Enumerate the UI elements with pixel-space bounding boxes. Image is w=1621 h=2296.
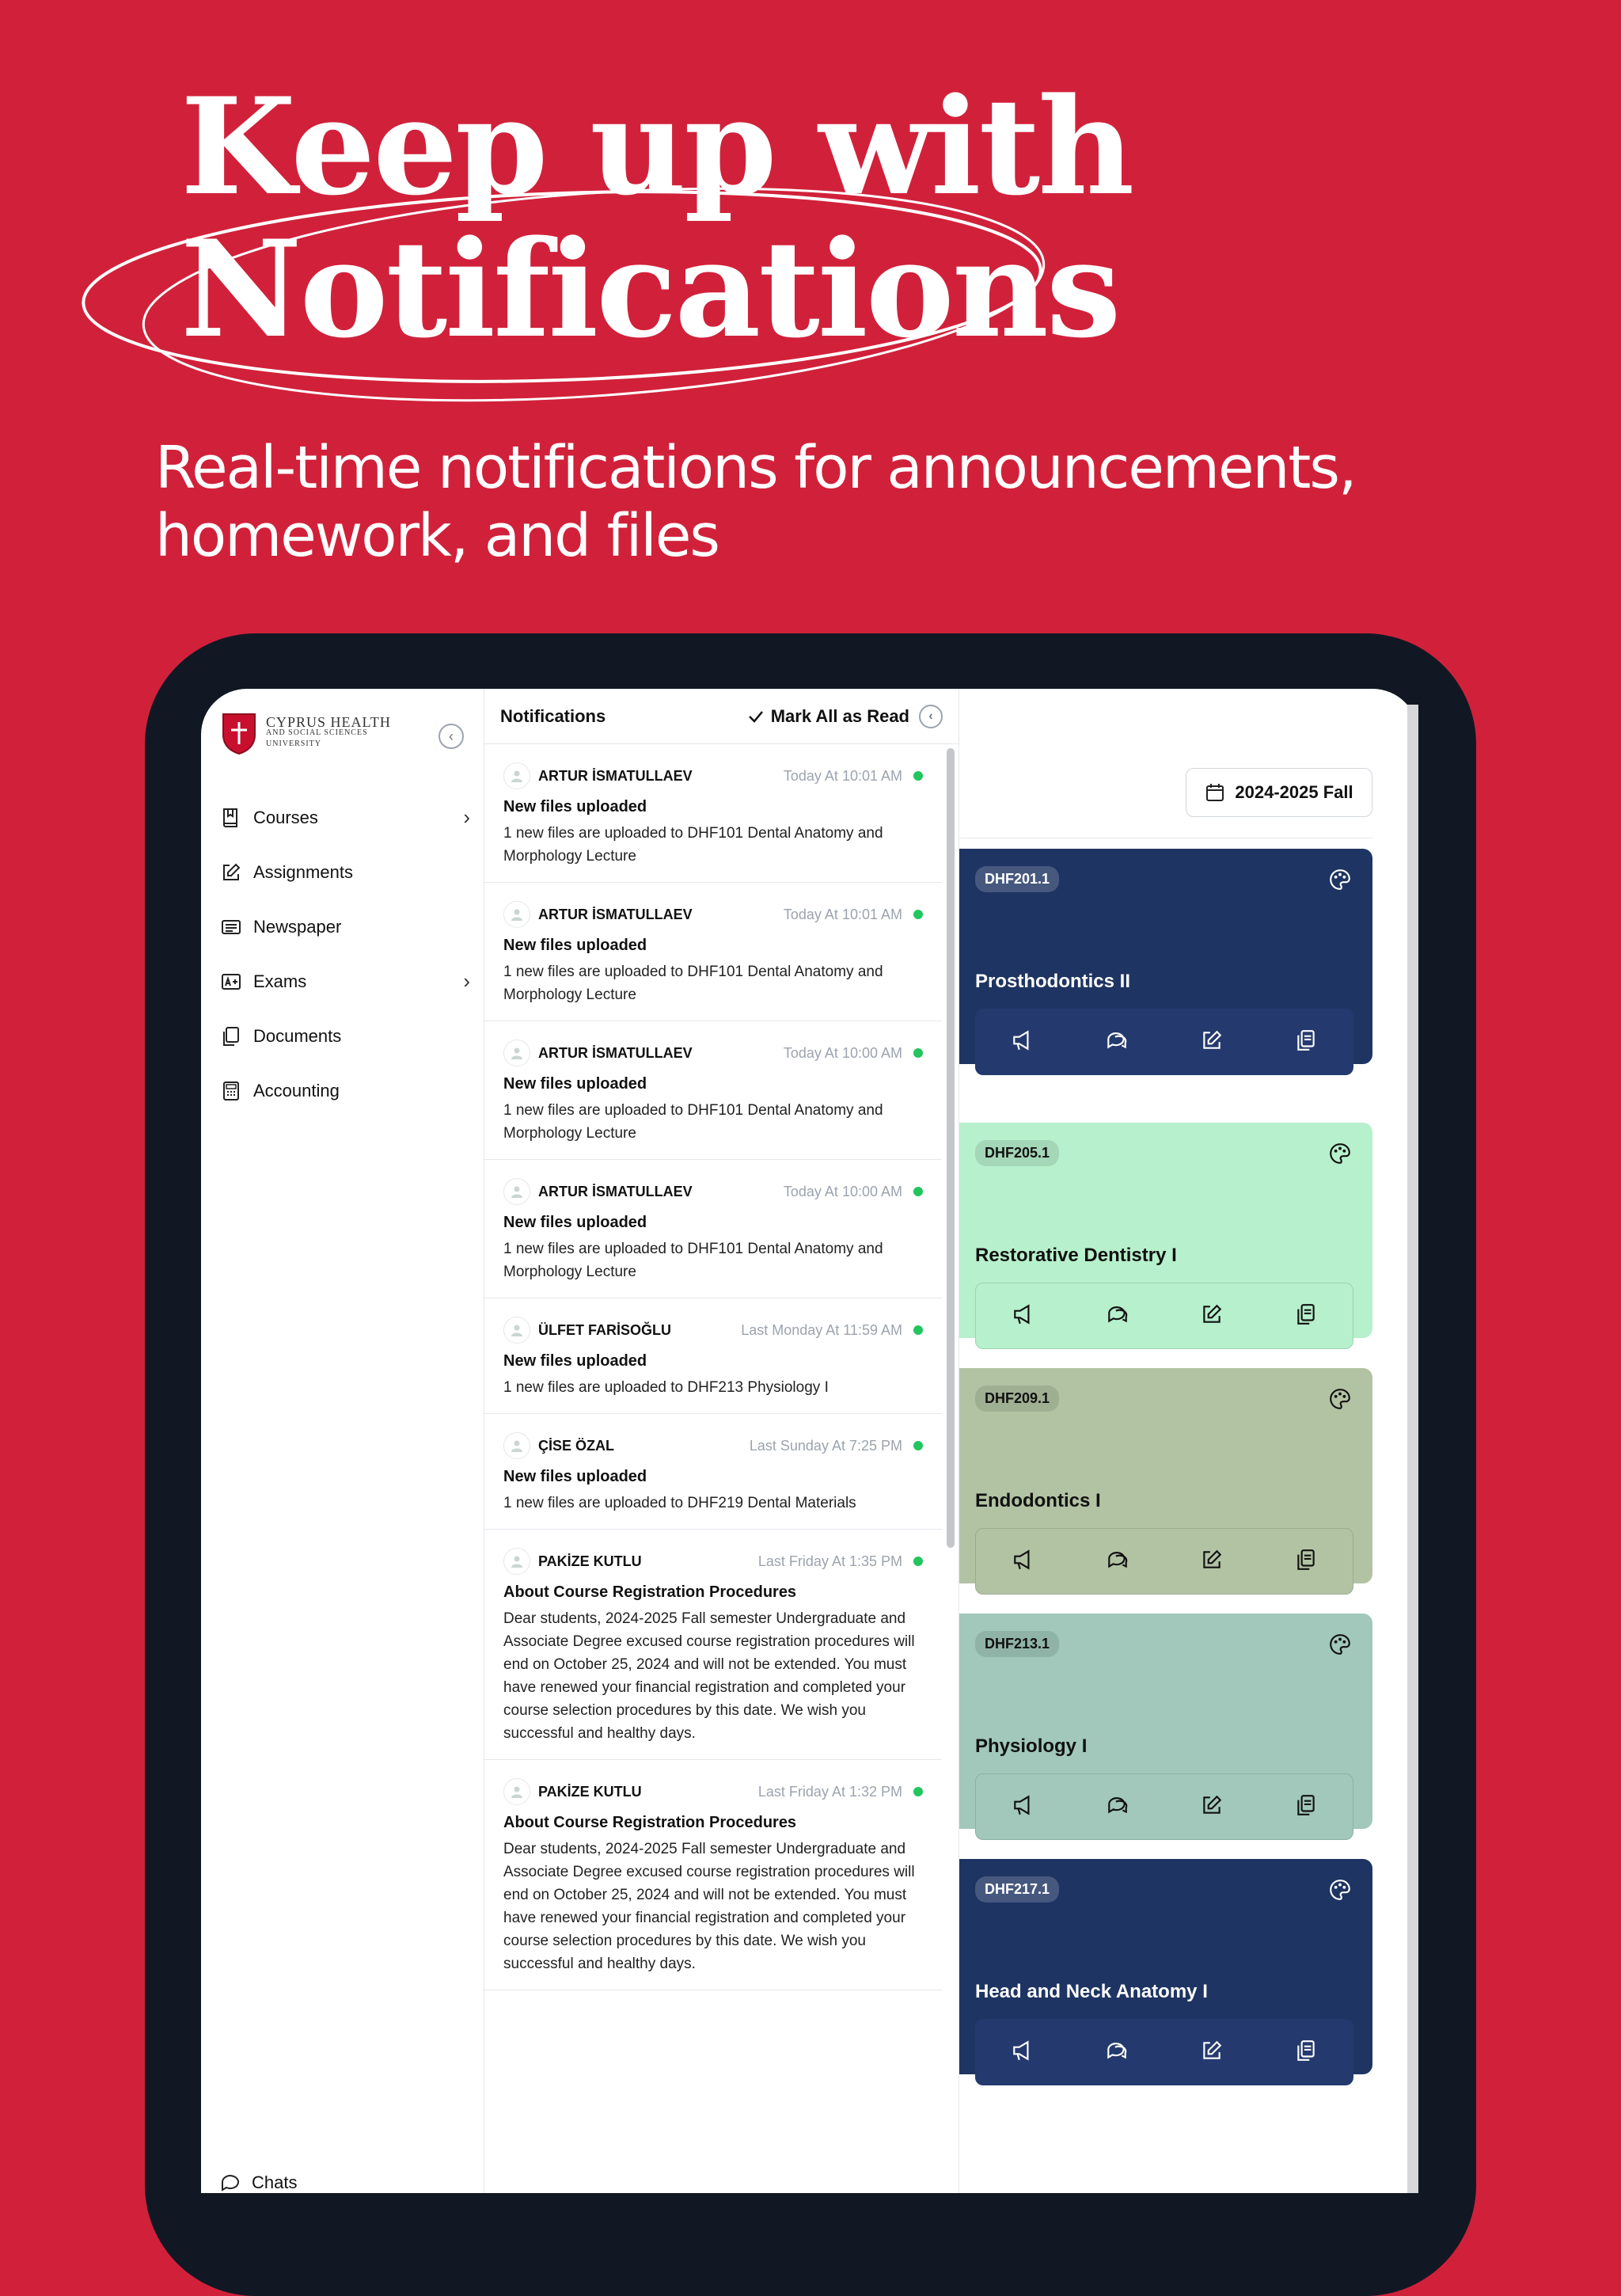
- user-avatar-icon: [503, 1778, 530, 1805]
- page-scrollbar[interactable]: [1407, 705, 1418, 2193]
- course-code-badge: DHF213.1: [975, 1631, 1059, 1657]
- notification-title: About Course Registration Procedures: [503, 1583, 797, 1601]
- notifications-list[interactable]: [484, 744, 942, 1990]
- notification-title: About Course Registration Procedures: [503, 1814, 797, 1831]
- course-code-badge: DHF201.1: [975, 866, 1059, 892]
- logo-name: CYPRUS HEALTH: [266, 714, 391, 730]
- documents-icon: [220, 1025, 242, 1047]
- user-avatar-icon: [503, 901, 530, 928]
- book-icon: [220, 807, 242, 829]
- notification-title: New files uploaded: [503, 1468, 647, 1485]
- notification-title: New files uploaded: [503, 937, 647, 954]
- notification-item[interactable]: [484, 1530, 942, 1760]
- notification-body: Dear students, 2024-2025 Fall semester Undergraduate and Associate Degree excused course registration procedures will end on October 25, 2024 and will not be extended. You must have renewed your financial registration and completed your course selection procedures by this date. We wish you successful and healthy days.: [503, 1841, 915, 1972]
- sidebar-item-newspaper[interactable]: [220, 899, 470, 954]
- palette-icon[interactable]: [1328, 1633, 1352, 1660]
- collapse-sidebar-button[interactable]: [438, 724, 464, 749]
- documents-button[interactable]: [1294, 2039, 1318, 2066]
- notification-time: Last Sunday At 7:25 PM: [749, 1437, 902, 1454]
- term-selector[interactable]: [1186, 768, 1372, 817]
- logo-sub1: AND SOCIAL SCIENCES: [266, 728, 368, 737]
- sidebar-item-exams[interactable]: [220, 954, 470, 1009]
- mark-all-read-label: Mark All as Read: [770, 705, 909, 726]
- chats-button[interactable]: [220, 2172, 297, 2193]
- notification-body: 1 new files are uploaded to DHF219 Dental Materials: [503, 1495, 856, 1511]
- edit-icon: [1200, 1793, 1224, 1817]
- assignments-button[interactable]: [1200, 1793, 1224, 1821]
- course-name: Head and Neck Anatomy I: [975, 1981, 1208, 2002]
- notification-time: Today At 10:01 AM: [783, 767, 902, 784]
- megaphone-icon: [1012, 1548, 1035, 1572]
- notification-sender: PAKİZE KUTLU: [538, 1553, 642, 1569]
- documents-icon: [1294, 1793, 1318, 1817]
- notification-body: 1 new files are uploaded to DHF101 Dental Anatomy and Morphology Lecture: [503, 825, 883, 865]
- courses-area: [959, 689, 1418, 2193]
- shield-logo-icon: [220, 711, 258, 755]
- term-label: 2024-2025 Fall: [1235, 782, 1353, 802]
- course-card[interactable]: [959, 1123, 1372, 1338]
- megaphone-icon: [1011, 1028, 1034, 1052]
- chat-icon: [1106, 1302, 1129, 1326]
- edit-icon: [1200, 2039, 1224, 2062]
- notification-sender: ARTUR İSMATULLAEV: [538, 767, 693, 784]
- check-icon: [747, 708, 765, 725]
- course-card[interactable]: [959, 1859, 1372, 2074]
- notification-title: New files uploaded: [503, 1352, 647, 1370]
- course-actions: [975, 1009, 1353, 1075]
- palette-icon[interactable]: [1328, 868, 1352, 895]
- unread-dot: [913, 771, 923, 781]
- chat-icon: [1105, 1028, 1129, 1052]
- course-name: Restorative Dentistry I: [975, 1245, 1177, 1266]
- announcements-button[interactable]: [1011, 1028, 1034, 1056]
- notification-time: Last Monday At 11:59 AM: [741, 1321, 902, 1338]
- calendar-icon: [1205, 782, 1225, 803]
- edit-icon: [1200, 1548, 1224, 1572]
- announcements-button[interactable]: [1012, 1302, 1035, 1330]
- chat-icon: [1106, 1793, 1129, 1817]
- notification-sender: ARTUR İSMATULLAEV: [538, 1183, 693, 1199]
- notification-item[interactable]: [484, 744, 942, 883]
- notification-item[interactable]: [484, 1160, 942, 1298]
- sidebar-item-accounting[interactable]: [220, 1063, 470, 1118]
- logo-sub2: UNIVERSITY: [266, 739, 321, 748]
- assignments-button[interactable]: [1200, 1302, 1224, 1330]
- sidebar-item-label: Courses: [253, 807, 318, 827]
- notification-item[interactable]: [484, 1298, 942, 1414]
- university-logo: [220, 711, 391, 755]
- documents-button[interactable]: [1294, 1302, 1318, 1330]
- assignments-button[interactable]: [1200, 1028, 1224, 1056]
- user-avatar-icon: [503, 1548, 530, 1575]
- announcements-button[interactable]: [1012, 1548, 1035, 1576]
- chat-icon: [1105, 2039, 1129, 2062]
- notification-item[interactable]: [484, 1414, 942, 1530]
- documents-icon: [1294, 1028, 1318, 1052]
- edit-icon: [1200, 1302, 1224, 1326]
- notification-body: 1 new files are uploaded to DHF101 Dental Anatomy and Morphology Lecture: [503, 1102, 883, 1142]
- course-actions: [975, 1283, 1353, 1349]
- documents-button[interactable]: [1294, 1028, 1318, 1056]
- newspaper-icon: [220, 916, 242, 938]
- discussions-button[interactable]: [1105, 1028, 1129, 1056]
- course-actions: [975, 1528, 1353, 1595]
- assignments-button[interactable]: [1200, 1548, 1224, 1576]
- sidebar-nav: [220, 790, 470, 1118]
- unread-dot: [913, 1557, 923, 1566]
- notification-body: 1 new files are uploaded to DHF213 Physiology I: [503, 1379, 829, 1396]
- user-avatar-icon: [503, 1432, 530, 1459]
- course-code-badge: DHF205.1: [975, 1140, 1059, 1166]
- documents-button[interactable]: [1294, 1548, 1318, 1576]
- palette-icon[interactable]: [1328, 1142, 1352, 1169]
- unread-dot: [913, 1325, 923, 1335]
- documents-icon: [1294, 1302, 1318, 1326]
- notification-time: Today At 10:01 AM: [783, 906, 902, 922]
- notification-title: New files uploaded: [503, 1075, 647, 1093]
- unread-dot: [913, 1787, 923, 1796]
- sidebar-item-courses[interactable]: [220, 790, 470, 845]
- notification-title: New files uploaded: [503, 1214, 647, 1231]
- course-name: Endodontics I: [975, 1490, 1101, 1511]
- edit-icon: [1200, 1028, 1224, 1052]
- documents-icon: [1294, 2039, 1318, 2062]
- sidebar-item-label: Accounting: [253, 1080, 340, 1100]
- notifications-title: Notifications: [500, 705, 606, 726]
- hero-title-line1: Keep up with: [180, 68, 1133, 225]
- notification-body: Dear students, 2024-2025 Fall semester Undergraduate and Associate Degree excused course registration procedures will end on October 25, 2024 and will not be extended. You must have renewed your financial registration and completed your course selection procedures by this date. We wish you successful and healthy days.: [503, 1610, 915, 1742]
- notification-item[interactable]: [484, 1021, 942, 1160]
- course-actions: [975, 1773, 1353, 1840]
- notifications-panel: [484, 689, 959, 2193]
- notification-time: Last Friday At 1:32 PM: [757, 1783, 902, 1800]
- palette-icon[interactable]: [1328, 1387, 1352, 1415]
- notification-item[interactable]: [484, 1760, 942, 1990]
- announcements-button[interactable]: [1012, 1793, 1035, 1821]
- edit-icon: [220, 861, 242, 884]
- assignments-button[interactable]: [1200, 2039, 1224, 2066]
- notifications-scrollbar[interactable]: [947, 748, 955, 1548]
- user-avatar-icon: [503, 762, 530, 789]
- notification-sender: ARTUR İSMATULLAEV: [538, 906, 693, 922]
- documents-button[interactable]: [1294, 1793, 1318, 1821]
- course-name: Prosthodontics II: [975, 971, 1131, 992]
- calculator-icon: [220, 1080, 242, 1102]
- chat-icon: [1106, 1548, 1129, 1572]
- notification-sender: ÇİSE ÖZAL: [538, 1437, 615, 1454]
- course-code-badge: DHF209.1: [975, 1386, 1059, 1412]
- discussions-button[interactable]: [1106, 1793, 1129, 1821]
- hero-subtitle: Real-time notifications for announcements, homework, and files: [155, 434, 1356, 570]
- notification-time: Last Friday At 1:35 PM: [757, 1553, 902, 1569]
- mark-all-read-button[interactable]: [747, 706, 909, 727]
- course-card[interactable]: [959, 849, 1372, 1064]
- palette-icon[interactable]: [1328, 1878, 1352, 1906]
- chat-icon: [220, 2172, 244, 2193]
- course-code-badge: DHF217.1: [975, 1876, 1059, 1903]
- notification-sender: ÜLFET FARİSOĞLU: [538, 1321, 671, 1338]
- notifications-header: [484, 689, 959, 744]
- close-notifications-button[interactable]: [919, 705, 943, 728]
- chevron-right-icon: ›: [463, 805, 470, 829]
- sidebar-item-label: Documents: [253, 1025, 342, 1046]
- discussions-button[interactable]: [1106, 1548, 1129, 1576]
- notification-sender: PAKİZE KUTLU: [538, 1783, 642, 1800]
- chats-label: Chats: [252, 2172, 298, 2192]
- notification-sender: ARTUR İSMATULLAEV: [538, 1044, 693, 1061]
- course-actions: [975, 2019, 1353, 2085]
- course-card[interactable]: [959, 1614, 1372, 1829]
- notification-title: New files uploaded: [503, 798, 647, 815]
- chevron-left-icon: ‹: [449, 728, 454, 744]
- unread-dot: [913, 1187, 923, 1196]
- announcements-button[interactable]: [1011, 2039, 1034, 2066]
- grade-icon: [220, 971, 242, 993]
- user-avatar-icon: [503, 1317, 530, 1344]
- notification-item[interactable]: [484, 883, 942, 1021]
- megaphone-icon: [1011, 2039, 1034, 2062]
- notification-body: 1 new files are uploaded to DHF101 Dental Anatomy and Morphology Lecture: [503, 964, 883, 1003]
- chevron-left-icon: ‹: [928, 709, 933, 723]
- sidebar-item-assignments[interactable]: [220, 845, 470, 899]
- sidebar: [201, 689, 484, 2193]
- notification-time: Today At 10:00 AM: [783, 1044, 902, 1061]
- discussions-button[interactable]: [1105, 2039, 1129, 2066]
- sidebar-item-documents[interactable]: [220, 1009, 470, 1063]
- sidebar-item-label: Exams: [253, 971, 307, 991]
- app-screen: [201, 689, 1418, 2193]
- notification-body: 1 new files are uploaded to DHF101 Dental Anatomy and Morphology Lecture: [503, 1241, 883, 1280]
- notification-time: Today At 10:00 AM: [783, 1183, 902, 1199]
- documents-icon: [1294, 1548, 1318, 1572]
- unread-dot: [913, 1441, 923, 1450]
- chevron-right-icon: ›: [463, 969, 470, 993]
- sidebar-item-label: Newspaper: [253, 916, 342, 937]
- course-card[interactable]: [959, 1368, 1372, 1583]
- megaphone-icon: [1012, 1793, 1035, 1817]
- discussions-button[interactable]: [1106, 1302, 1129, 1330]
- user-avatar-icon: [503, 1178, 530, 1205]
- user-avatar-icon: [503, 1040, 530, 1066]
- unread-dot: [913, 910, 923, 919]
- sidebar-item-label: Assignments: [253, 861, 353, 882]
- unread-dot: [913, 1048, 923, 1058]
- course-name: Physiology I: [975, 1735, 1088, 1757]
- hero-title-line2: Notifications: [180, 211, 1119, 367]
- megaphone-icon: [1012, 1302, 1035, 1326]
